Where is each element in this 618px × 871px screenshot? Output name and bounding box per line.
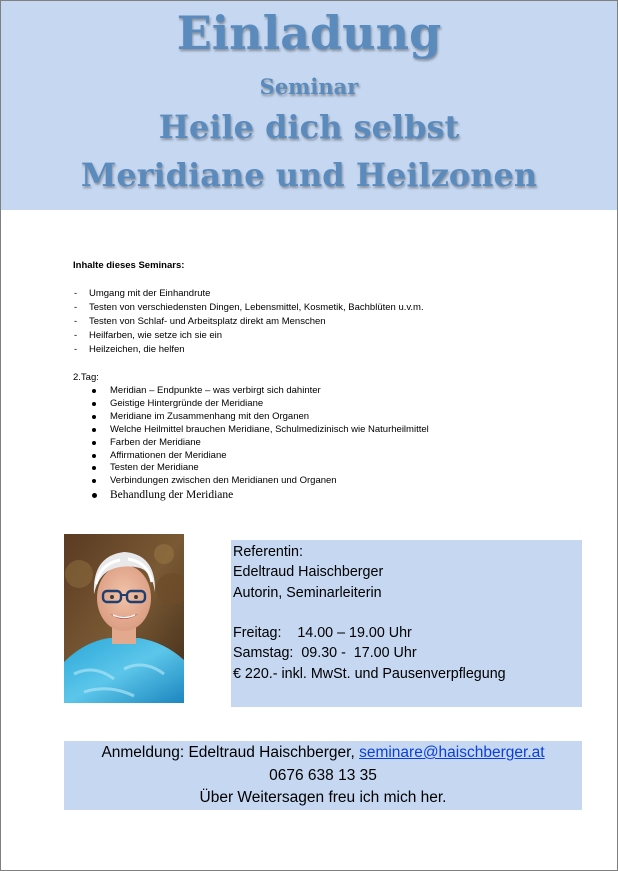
- day1-list: [73, 287, 563, 357]
- price-info: € 220.- inkl. MwSt. und Pausenverpflegung: [233, 665, 506, 682]
- page-title: Einladung: [176, 6, 442, 60]
- registration-prefix: Anmeldung: Edeltraud Haischberger,: [101, 744, 360, 761]
- schedule-saturday: Samstag: 09.30 - 17.00 Uhr: [233, 645, 417, 662]
- schedule-friday: Freitag: 14.00 – 19.00 Uhr: [233, 625, 412, 642]
- list-item: Meridiane im Zusammenhang mit den Organen: [110, 411, 563, 424]
- referent-name: Edeltraud Haischberger: [233, 564, 384, 581]
- referent-label: Referentin:: [233, 544, 303, 560]
- portrait-photo: [64, 534, 184, 703]
- list-item: - Heilfarben, wie setze ich sie ein: [73, 329, 563, 343]
- closing-text: Über Weitersagen freu ich mich her.: [199, 789, 447, 806]
- list-item: Verbindungen zwischen den Meridianen und Organen: [110, 475, 563, 488]
- registration-box: [64, 741, 582, 810]
- email-link[interactable]: seminare@haischberger.at: [359, 744, 545, 761]
- list-item: Geistige Hintergründe der Meridiane: [110, 398, 563, 411]
- list-item: Welche Heilmittel brauchen Meridiane, Schulmedizinisch wie Naturheilmittel: [110, 424, 563, 437]
- phone-number: 0676 638 13 35: [269, 766, 377, 784]
- list-item: - Heilzeichen, die helfen: [73, 343, 563, 357]
- list-item: Testen der Meridiane: [110, 462, 563, 475]
- contents-heading: Inhalte dieses Seminars:: [73, 260, 185, 271]
- seminar-contents: [73, 259, 563, 503]
- referent-role: Autorin, Seminarleiterin: [233, 584, 382, 601]
- referent-info-box: [231, 540, 582, 707]
- list-item: Farben der Meridiane: [110, 437, 563, 450]
- registration-line: [64, 742, 582, 765]
- list-item: Affirmationen der Meridiane: [110, 450, 563, 463]
- list-item: - Testen von Schlaf- und Arbeitsplatz direkt am Menschen: [73, 315, 563, 329]
- list-item: - Umgang mit der Einhandrute: [73, 287, 563, 301]
- day2-list: [73, 385, 563, 503]
- spacer: [233, 603, 582, 623]
- seminar-title-line2: Meridiane und Heilzonen: [80, 156, 538, 194]
- list-item: Behandlung der Meridiane: [110, 488, 563, 503]
- seminar-label: Seminar: [259, 74, 359, 99]
- header-banner: [1, 1, 617, 210]
- list-item: - Testen von verschiedensten Dingen, Lebensmittel, Kosmetik, Bachblüten u.v.m.: [73, 301, 563, 315]
- seminar-title-line1: Heile dich selbst: [158, 108, 460, 146]
- list-item: Meridian – Endpunkte – was verbirgt sich dahinter: [110, 385, 563, 398]
- day2-heading: 2.Tag:: [73, 372, 99, 383]
